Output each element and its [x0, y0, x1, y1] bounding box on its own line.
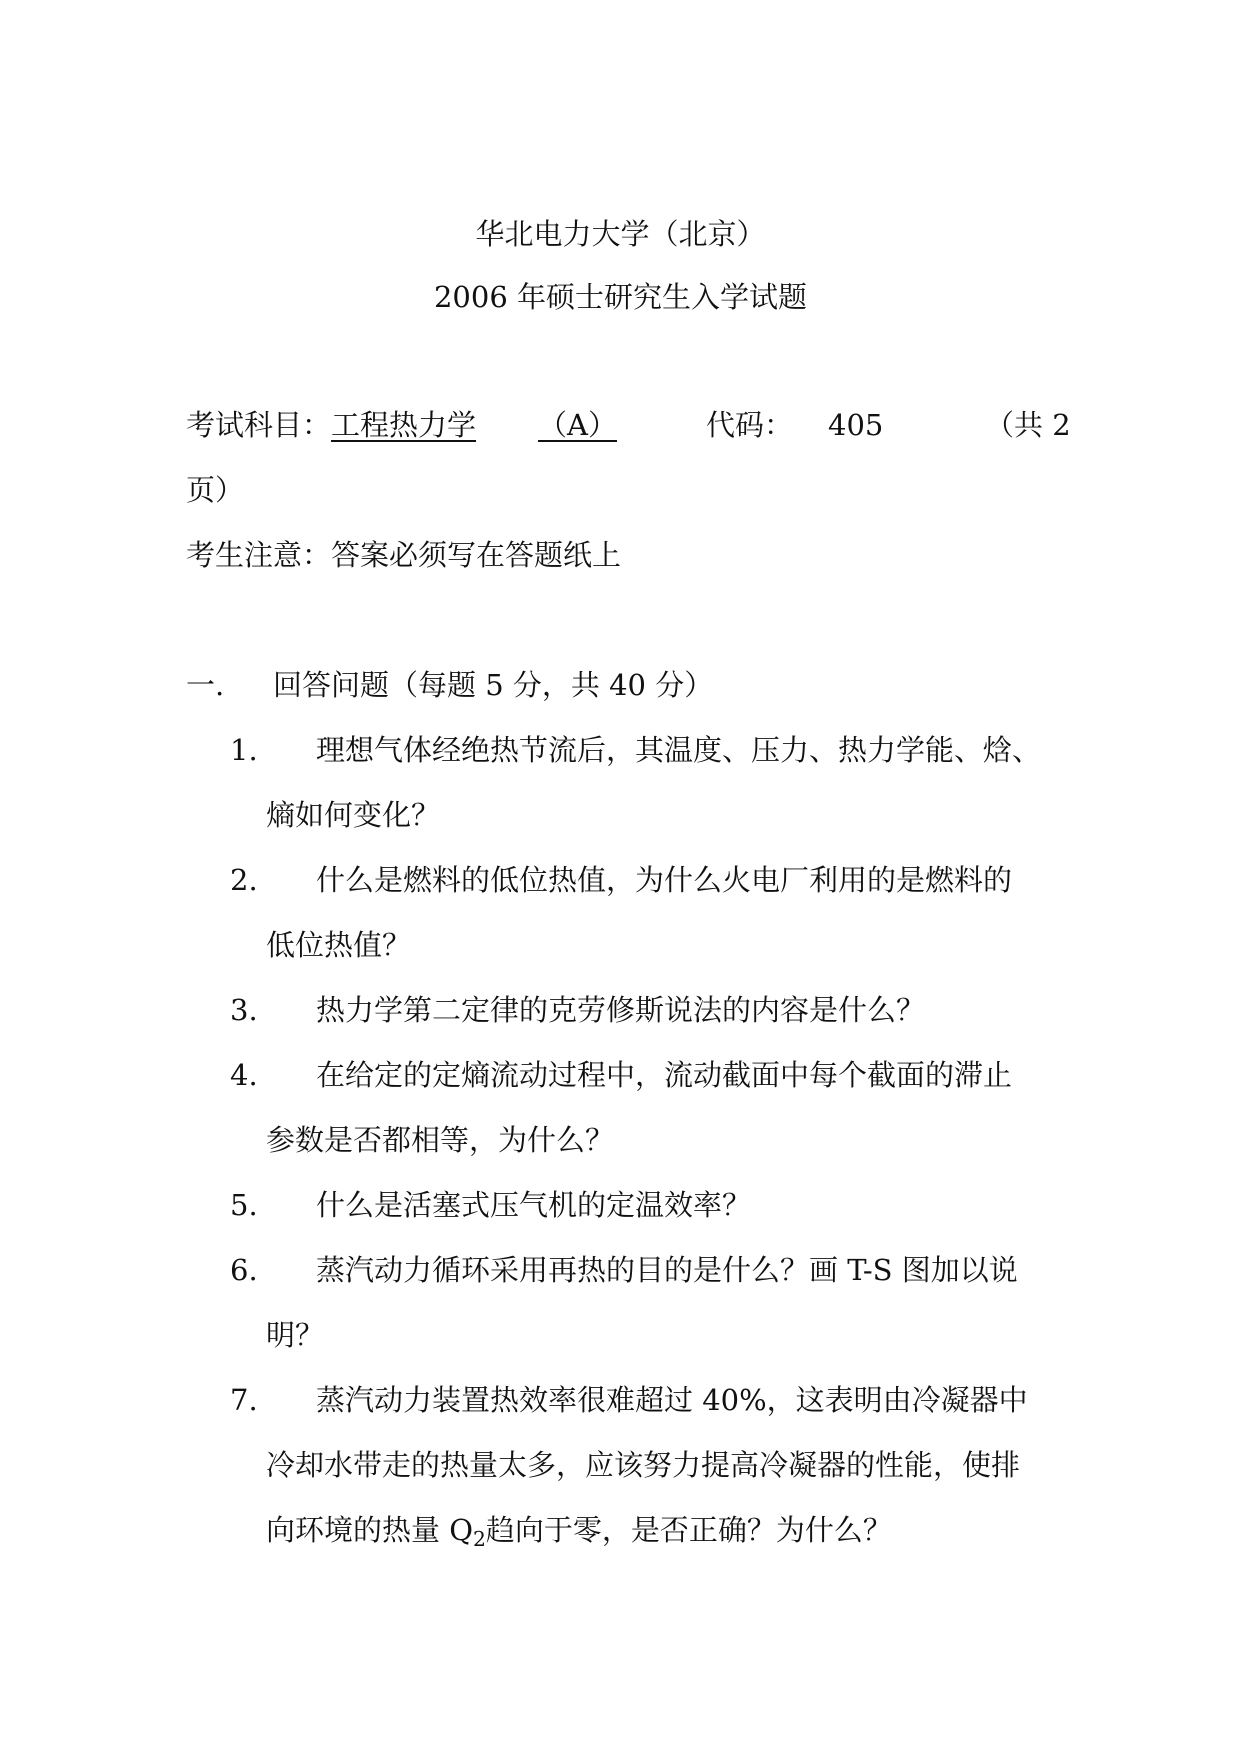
subscript: 2 [473, 1527, 486, 1552]
question-text-line: 熵如何变化？ [266, 798, 441, 832]
question-number: 4. [230, 1058, 258, 1092]
paper-variant: （A） [538, 408, 617, 442]
question-number: 2. [230, 863, 258, 897]
question-number: 1. [230, 733, 258, 767]
page-count-part1: （共 2 [985, 408, 1071, 442]
question-text-after-subscript: 趋向于零，是否正确？为什么？ [485, 1513, 892, 1547]
subject-name: 工程热力学 [331, 408, 477, 442]
subject-field [331, 408, 617, 442]
question-text-line: 低位热值？ [266, 928, 412, 962]
question-text-line: 什么是燃料的低位热值，为什么火电厂利用的是燃料的 [316, 863, 1013, 897]
question-text-line: 蒸汽动力循环采用再热的目的是什么？画 T-S 图加以说 [316, 1253, 1018, 1287]
question-text-line: 什么是活塞式压气机的定温效率？ [316, 1188, 752, 1222]
question-number: 6. [230, 1253, 258, 1287]
code-value: 405 [828, 408, 884, 442]
question-text-before-subscript: 向环境的热量 Q [266, 1513, 473, 1547]
exam-title: 2006 年硕士研究生入学试题 [433, 280, 808, 314]
section-number: 一. [186, 668, 225, 702]
question-number: 5. [230, 1188, 258, 1222]
question-text-line: 蒸汽动力装置热效率很难超过 40%，这表明由冷凝器中 [316, 1383, 1028, 1417]
candidate-notice: 考生注意：答案必须写在答题纸上 [186, 538, 622, 572]
question-text-line: 明？ [266, 1318, 325, 1352]
question-text-line: 理想气体经绝热节流后，其温度、压力、热力学能、焓、 [316, 733, 1042, 767]
question-text-line: 在给定的定熵流动过程中，流动截面中每个截面的滞止 [316, 1058, 1013, 1092]
question-text-line: 参数是否都相等，为什么？ [266, 1123, 615, 1157]
subject-label: 考试科目： [186, 408, 332, 442]
question-text-line: 热力学第二定律的克劳修斯说法的内容是什么？ [316, 993, 926, 1027]
page-count-part2: 页） [186, 473, 245, 507]
section-title: 回答问题（每题 5 分，共 40 分） [273, 668, 714, 702]
code-label: 代码： [706, 408, 794, 442]
question-number: 7. [230, 1383, 258, 1417]
question-text-line: 冷却水带走的热量太多，应该努力提高冷凝器的性能，使排 [266, 1448, 1021, 1482]
question-text-line [266, 1510, 892, 1550]
exam-info-line [186, 405, 617, 445]
university-title: 华北电力大学（北京） [475, 217, 766, 251]
question-number: 3. [230, 993, 258, 1027]
